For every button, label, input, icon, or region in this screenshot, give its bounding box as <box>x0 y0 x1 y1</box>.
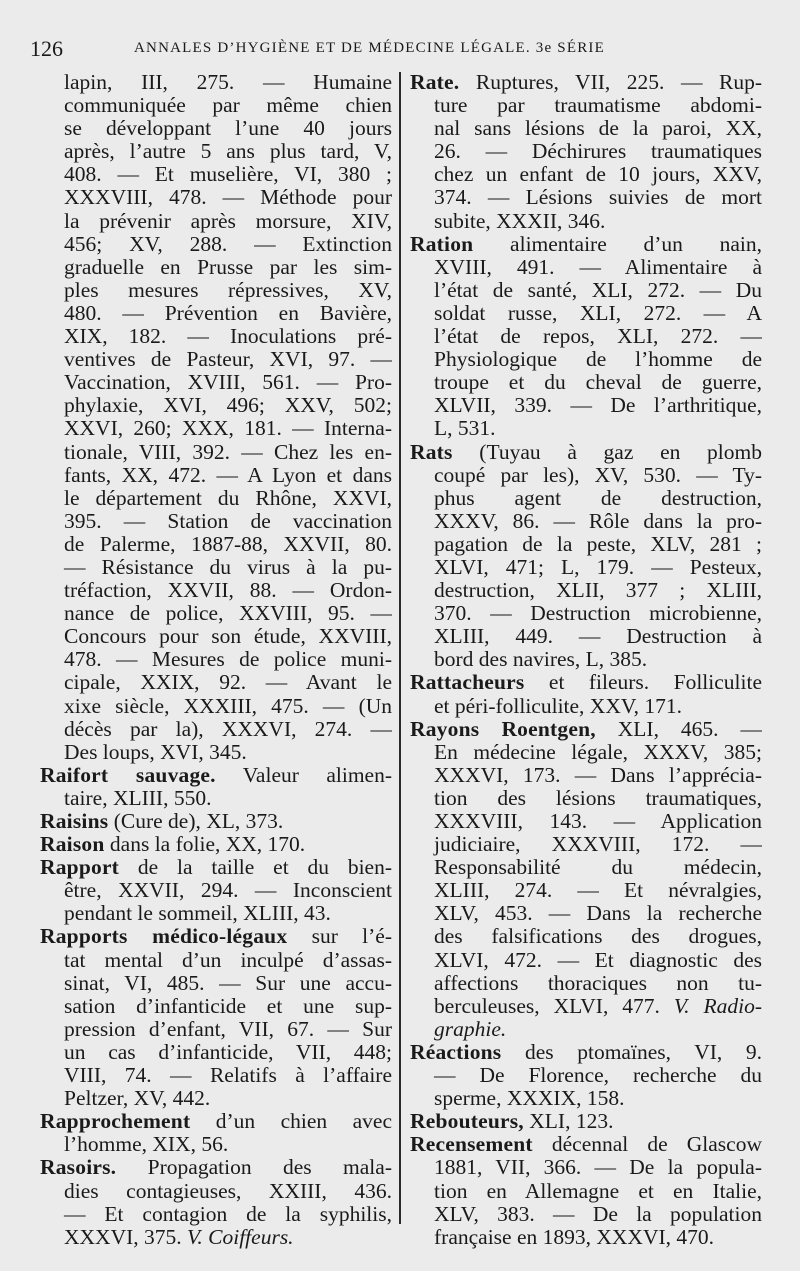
index-entry-line <box>40 556 392 579</box>
index-entry-line <box>410 995 762 1018</box>
index-entry-line <box>410 1226 762 1249</box>
index-entry-line <box>40 787 392 810</box>
index-entry-line <box>40 233 392 256</box>
entry-text: des falsifications des drogues, <box>434 925 762 949</box>
index-entry-line <box>410 972 762 995</box>
index-entry-line <box>40 464 392 487</box>
entry-text: française en 1893, XXXVI, 470. <box>434 1225 715 1249</box>
index-entry-heading-line <box>40 925 392 948</box>
entry-text: Vaccination, XVIII, 561. — Pro- <box>64 371 392 395</box>
entry-text: lapin, III, 275. — Humaine <box>64 71 392 94</box>
index-entry-line <box>40 648 392 671</box>
index-entry-heading-line <box>40 856 392 879</box>
index-entry-line <box>410 394 762 417</box>
index-entry-line <box>410 256 762 279</box>
index-entry-line <box>410 879 762 902</box>
index-entry-line <box>410 1087 762 1110</box>
entry-text: l’état de repos, XLI, 272. — <box>434 325 762 349</box>
index-entry-line <box>410 787 762 810</box>
entry-term: Réactions <box>410 1040 502 1064</box>
entry-text: (Tuyau à gaz en plomb <box>452 440 762 464</box>
index-entry-line <box>40 1064 392 1087</box>
index-entry-line <box>40 718 392 741</box>
index-entry-line <box>40 602 392 625</box>
index-entry-line <box>40 71 392 94</box>
index-entry-line <box>40 279 392 302</box>
index-entry-line <box>40 210 392 233</box>
cross-reference: graphie. <box>434 1017 507 1041</box>
entry-term: Rapport <box>40 856 120 880</box>
index-entry-line <box>410 464 762 487</box>
index-entry-line <box>410 1064 762 1087</box>
entry-text: destruction, XLII, 377 ; XLIII, <box>434 579 762 603</box>
entry-text: l’état de santé, XLI, 272. — Du <box>434 278 762 302</box>
entry-text: des ptomaïnes, VI, 9. <box>501 1040 762 1064</box>
index-entry-line <box>40 695 392 718</box>
index-entry-line <box>410 186 762 209</box>
entry-text: XLVI, 471; L, 179. — Pesteux, <box>434 555 762 579</box>
entry-term: Raisins <box>40 810 109 833</box>
index-entry-line <box>40 972 392 995</box>
entry-text: XLI, 123. <box>523 1110 614 1134</box>
entry-text: Peltzer, XV, 442. <box>64 1087 211 1111</box>
entry-text: après, l’autre 5 ans plus tard, V, <box>64 140 392 164</box>
entry-text: Ruptures, VII, 225. — Rup- <box>459 71 762 94</box>
index-entry-line <box>410 163 762 186</box>
entry-term: Raifort sauvage. <box>40 763 216 787</box>
entry-text: VIII, 74. — Relatifs à l’affaire <box>64 1064 392 1088</box>
index-entry-line <box>410 94 762 117</box>
index-entry-heading-line <box>40 764 392 787</box>
index-entry-line <box>40 441 392 464</box>
index-entry-line <box>40 533 392 556</box>
index-entry-line <box>410 902 762 925</box>
index-entry-line <box>40 1133 392 1156</box>
index-entry-line <box>410 510 762 533</box>
entry-text: — De Florence, recherche du <box>434 1064 762 1088</box>
entry-text: tat mental d’un inculpé d’assas- <box>64 948 392 972</box>
index-entry-line <box>410 810 762 833</box>
index-entry-heading-line <box>40 1110 392 1133</box>
index-entry-line <box>410 371 762 394</box>
entry-text: un cas d’infanticide, VII, 448; <box>64 1040 392 1064</box>
index-entry-line <box>410 210 762 233</box>
index-entry-line <box>410 579 762 602</box>
entry-text: l’homme, XIX, 56. <box>64 1133 229 1157</box>
page-number: 126 <box>30 36 63 61</box>
entry-text: XLI, 465. — <box>595 717 762 741</box>
entry-text: pression d’enfant, VII, 67. — Sur <box>64 1017 392 1041</box>
entry-text: taire, XLIII, 550. <box>64 786 212 810</box>
index-entry-line <box>40 510 392 533</box>
index-entry-line <box>40 1087 392 1110</box>
entry-text: — Et contagion de la syphilis, <box>64 1202 392 1226</box>
entry-text: XLIII, 449. — Destruction à <box>434 625 762 649</box>
entry-text: XLV, 383. — De la population <box>434 1202 762 1226</box>
index-entry-line <box>40 902 392 925</box>
index-entry-line <box>40 417 392 440</box>
entry-term: Rasoirs. <box>40 1156 117 1180</box>
entry-term: Rattacheurs <box>410 671 525 695</box>
entry-text: XXXVI, 375. <box>64 1225 182 1249</box>
index-entry-heading-line <box>410 1110 762 1133</box>
entry-text: de Palerme, 1887-88, XXVII, 80. <box>64 532 392 556</box>
index-entry-heading-line <box>410 233 762 256</box>
entry-text: de la taille et du bien- <box>119 856 392 880</box>
index-entry-line <box>40 302 392 325</box>
index-entry-line <box>410 764 762 787</box>
entry-text: le département du Rhône, XXVI, <box>64 486 392 510</box>
index-entry-line <box>410 417 762 440</box>
index-entry-line <box>40 117 392 140</box>
entry-text: chez un enfant de 10 jours, XXV, <box>434 163 762 187</box>
entry-text: 480. — Prévention en Bavière, <box>64 301 392 325</box>
entry-text: 374. — Lésions suivies de mort <box>434 186 762 210</box>
index-entry-line <box>410 1156 762 1179</box>
entry-term: Raison <box>40 833 105 857</box>
index-entry-line <box>40 625 392 648</box>
entry-text: XLIII, 274. — Et névralgies, <box>434 879 762 903</box>
entry-text: troupe et du cheval de guerre, <box>434 371 762 395</box>
entry-text: tion en Allemagne et en Italie, <box>434 1179 762 1203</box>
index-entry-line <box>410 279 762 302</box>
index-entry-line <box>40 949 392 972</box>
entry-text: 370. — Destruction microbienne, <box>434 602 762 626</box>
entry-text: 478. — Mesures de police muni- <box>64 648 392 672</box>
index-entry-line <box>410 533 762 556</box>
entry-text: XLVI, 472. — Et diagnostic des <box>434 948 762 972</box>
index-entry-line <box>40 1041 392 1064</box>
entry-text: sation d’infanticide et une sup- <box>64 994 392 1018</box>
index-entry-line <box>410 348 762 371</box>
entry-text: ples mesures répressives, XV, <box>64 278 392 302</box>
entry-text: sinat, VI, 485. — Sur une accu- <box>64 971 392 995</box>
entry-text: sperme, XXXIX, 158. <box>434 1087 625 1111</box>
index-entry-line <box>40 94 392 117</box>
entry-term: Rats <box>410 440 453 464</box>
entry-text: décès par la), XXXVI, 274. — <box>64 717 392 741</box>
entry-text: Concours pour son étude, XXVIII, <box>64 625 392 649</box>
entry-text: 395. — Station de vaccination <box>64 509 392 533</box>
entry-text: alimentaire d’un nain, <box>473 232 762 256</box>
entry-term: Rate. <box>410 71 460 94</box>
index-entry-line <box>40 1203 392 1226</box>
index-entry-line <box>40 1226 392 1249</box>
entry-text: et péri-folliculite, XXV, 171. <box>434 694 682 718</box>
index-entry-line <box>410 1180 762 1203</box>
entry-text: fants, XX, 472. — A Lyon et dans <box>64 463 392 487</box>
entry-text: communiquée par même chien <box>64 94 392 118</box>
entry-text: bord des navires, L, 385. <box>434 648 648 672</box>
entry-text: pendant le sommeil, XLIII, 43. <box>64 902 331 926</box>
entry-text: la prévenir après morsure, XIV, <box>64 209 392 233</box>
index-entry-line <box>40 487 392 510</box>
index-entry-line <box>40 256 392 279</box>
column-divider <box>399 72 401 1224</box>
index-entry-line <box>410 1203 762 1226</box>
entry-text: En médecine légale, XXXV, 385; <box>434 740 762 764</box>
index-entry-line <box>40 140 392 163</box>
entry-text: XIX, 182. — Inoculations pré- <box>64 325 392 349</box>
index-entry-line <box>410 602 762 625</box>
index-entry-line <box>410 117 762 140</box>
entry-text: tion des lésions traumatiques, <box>434 786 762 810</box>
entry-text: XLV, 453. — Dans la recherche <box>434 902 762 926</box>
right-column <box>410 71 762 1249</box>
index-entry-line <box>40 879 392 902</box>
entry-text: nal sans lésions de la paroi, XX, <box>434 117 762 141</box>
index-entry-line <box>40 579 392 602</box>
index-entry-line <box>410 625 762 648</box>
entry-text: XXXVI, 173. — Dans l’apprécia- <box>434 763 762 787</box>
entry-text: dans la folie, XX, 170. <box>104 833 306 857</box>
index-entry-line <box>410 925 762 948</box>
entry-text: xixe siècle, XXXIII, 475. — (Un <box>64 694 392 718</box>
index-entry-line <box>40 741 392 764</box>
cross-reference: V. Coiffeurs. <box>181 1225 294 1249</box>
entry-text: d’un chien avec <box>190 1110 392 1134</box>
entry-text: cipale, XXIX, 92. — Avant le <box>64 671 392 695</box>
entry-text: Des loups, XVI, 345. <box>64 740 247 764</box>
entry-text: phylaxie, XVI, 496; XXV, 502; <box>64 394 392 418</box>
entry-text: Physiologique de l’homme de <box>434 348 762 372</box>
page-header <box>30 36 770 62</box>
running-title: ANNALES D’HYGIÈNE ET DE MÉDECINE LÉGALE. 3e SÉRIE <box>134 40 605 56</box>
index-entry-line <box>410 302 762 325</box>
entry-term: Rapports médico-légaux <box>40 925 288 949</box>
entry-text: graduelle en Prusse par les sim- <box>64 255 392 279</box>
entry-text: phus agent de destruction, <box>434 486 762 510</box>
index-entry-line <box>410 648 762 671</box>
index-entry-line <box>410 1018 762 1041</box>
entry-text: L, 531. <box>434 417 496 441</box>
entry-text: XVIII, 491. — Alimentaire à <box>434 255 762 279</box>
entry-term: Recensement <box>410 1133 533 1157</box>
index-entry-line <box>410 140 762 163</box>
entry-text: Responsabilité du médecin, <box>434 856 762 880</box>
index-entry-line <box>410 856 762 879</box>
index-entry-line <box>40 186 392 209</box>
index-entry-heading-line <box>410 71 762 94</box>
entry-text: XXVI, 260; XXX, 181. — Interna- <box>64 417 392 441</box>
index-entry-line <box>40 325 392 348</box>
entry-term: Rebouteurs, <box>410 1110 524 1134</box>
index-entry-line <box>410 487 762 510</box>
index-entry-line <box>40 348 392 371</box>
left-column <box>40 71 392 1249</box>
entry-text: judiciaire, XXXVIII, 172. — <box>434 833 762 857</box>
entry-text: XXXV, 86. — Rôle dans la pro- <box>434 509 762 533</box>
entry-text: tionale, VIII, 392. — Chez les en- <box>64 440 392 464</box>
entry-text: 1881, VII, 366. — De la popula- <box>434 1156 762 1180</box>
index-entry-line <box>40 1180 392 1203</box>
index-entry-line <box>40 995 392 1018</box>
index-entry-line <box>410 949 762 972</box>
entry-text: XLVII, 339. — De l’arthritique, <box>434 394 762 418</box>
entry-text: Valeur alimen- <box>215 763 392 787</box>
index-entry-heading-line <box>40 810 392 833</box>
entry-text: décennal de Glascow <box>532 1133 762 1157</box>
index-entry-heading-line <box>410 718 762 741</box>
index-entry-heading-line <box>410 671 762 694</box>
entry-text: nance de police, XXVIII, 95. — <box>64 602 392 626</box>
entry-text: se développant l’une 40 jours <box>64 117 392 141</box>
entry-text: pagation de la peste, XLV, 281 ; <box>434 532 762 556</box>
entry-text: 456; XV, 288. — Extinction <box>64 232 392 256</box>
entry-text: (Cure de), XL, 373. <box>108 810 284 833</box>
entry-text: tréfaction, XXVII, 88. — Ordon- <box>64 579 392 603</box>
index-entry-line <box>410 325 762 348</box>
entry-text: 408. — Et muselière, VI, 380 ; <box>64 163 392 187</box>
entry-text: XXXVIII, 478. — Méthode pour <box>64 186 392 210</box>
entry-text: dies contagieuses, XXIII, 436. <box>64 1179 392 1203</box>
entry-text: affections thoraciques non tu- <box>434 971 762 995</box>
entry-text: ture par traumatisme abdomi- <box>434 94 762 118</box>
index-entry-line <box>410 741 762 764</box>
entry-text: et fileurs. Folliculite <box>524 671 762 695</box>
index-entry-heading-line <box>40 1156 392 1179</box>
entry-term: Rapprochement <box>40 1110 191 1134</box>
entry-text: XXXVIII, 143. — Application <box>434 810 762 833</box>
index-entry-line <box>40 163 392 186</box>
index-entry-heading-line <box>410 1041 762 1064</box>
entry-text: coupé par les), XV, 530. — Ty- <box>434 463 762 487</box>
entry-text: berculeuses, XLVI, 477. <box>434 994 660 1018</box>
entry-text: — Résistance du virus à la pu- <box>64 555 392 579</box>
index-entry-heading-line <box>410 441 762 464</box>
index-entry-heading-line <box>410 1133 762 1156</box>
cross-reference: V. Radio- <box>659 994 762 1018</box>
index-entry-heading-line <box>40 833 392 856</box>
index-entry-line <box>40 1018 392 1041</box>
index-entry-line <box>410 556 762 579</box>
index-entry-line <box>40 394 392 417</box>
entry-text: soldat russe, XLI, 272. — A <box>434 301 762 325</box>
entry-term: Rayons Roentgen, <box>410 717 596 741</box>
entry-term: Ration <box>410 232 474 256</box>
index-entry-line <box>410 695 762 718</box>
entry-text: subite, XXXII, 346. <box>434 209 606 233</box>
index-entry-line <box>410 833 762 856</box>
index-entry-line <box>40 371 392 394</box>
entry-text: Propagation des mala- <box>116 1156 392 1180</box>
entry-text: sur l’é- <box>287 925 392 949</box>
entry-text: ventives de Pasteur, XVI, 97. — <box>64 348 392 372</box>
entry-text: être, XXVII, 294. — Inconscient <box>64 879 392 903</box>
entry-text: 26. — Déchirures traumatiques <box>434 140 762 164</box>
index-entry-line <box>40 671 392 694</box>
